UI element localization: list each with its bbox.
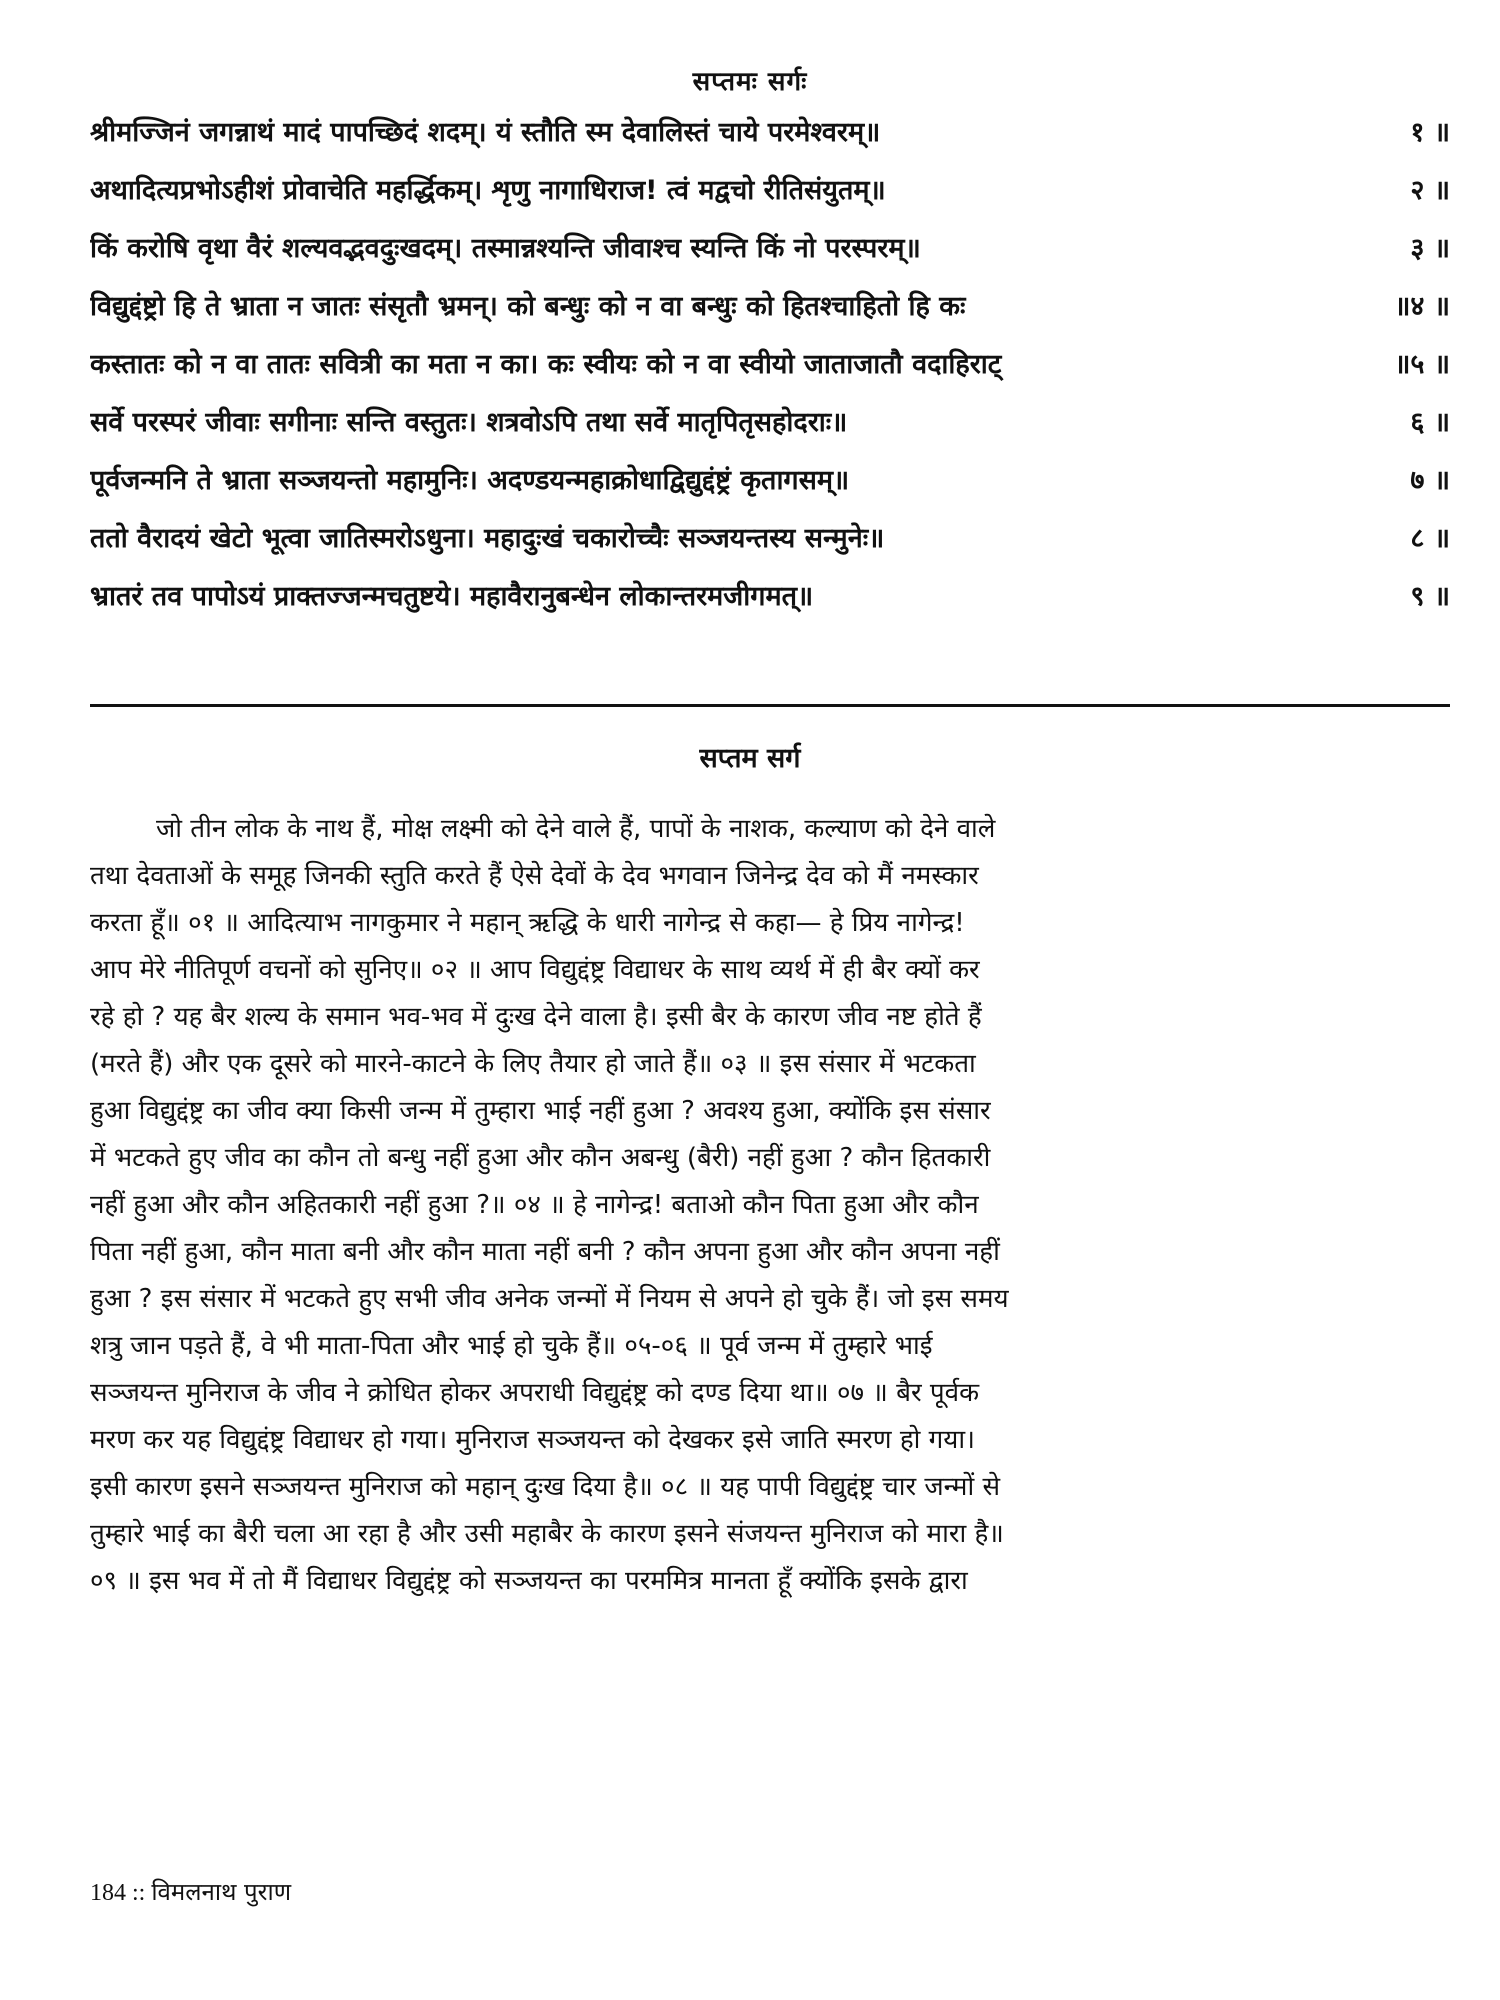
verse-number: ६ ॥ [1410,407,1450,438]
translation-line: हुआ विद्युद्दंष्ट्र का जीव क्या किसी जन्म में तुम्हारा भाई नहीं हुआ ? अवश्य हुआ, क्योंकि इस संसार [90,1096,991,1126]
verse-number: ७ ॥ [1410,465,1450,496]
verse-number: ८ ॥ [1410,523,1450,554]
translation-line: मरण कर यह विद्युद्दंष्ट्र विद्याधर हो गया। मुनिराज सञ्जयन्त को देखकर इसे जाति स्मरण हो गया। [90,1425,975,1455]
translation-line: पिता नहीं हुआ, कौन माता बनी और कौन माता नहीं बनी ? कौन अपना हुआ और कौन अपना नहीं [90,1237,1000,1267]
hindi-chapter-title: सप्तम सर्ग [699,743,801,774]
translation-line: शत्रु जान पड़ते हैं, वे भी माता-पिता और भाई हो चुके हैं॥ ०५-०६ ॥ पूर्व जन्म में तुम्हारे भाई [90,1331,933,1361]
sanskrit-chapter-title: सप्तमः सर्गः [692,67,808,97]
verse-number: ॥५ ॥ [1394,349,1450,380]
verse-line [90,394,1450,452]
verse-text: कस्तातः को न वा तातः सवित्री का मता न का। कः स्वीयः को न वा स्वीयो जाताजातौ वदाहिराट् [90,349,1002,380]
verse-line [90,510,1450,568]
sanskrit-verses [90,104,1450,626]
section-divider [90,704,1450,707]
verse-text: अथादित्यप्रभोऽहीशं प्रोवाचेति महर्द्धिकम्। शृणु नागाधिराज! त्वं मद्वचो रीतिसंयुतम्॥ [90,175,886,206]
verse-text: ततो वैरादयं खेटो भूत्वा जातिस्मरोऽधुना। महादुःखं चकारोच्चैः सञ्जयन्तस्य सन्मुनेः॥ [90,523,885,554]
translation-line: इसी कारण इसने सञ्जयन्त मुनिराज को महान् दुःख दिया है॥ ०८ ॥ यह पापी विद्युद्दंष्ट्र चार जन्मों से [90,1472,1001,1502]
verse-text: सर्वे परस्परं जीवाः सगीनाः सन्ति वस्तुतः। शत्रवोऽपि तथा सर्वे मातृपितृसहोदराः॥ [90,407,848,438]
verse-text: विद्युद्दंष्ट्रो हि ते भ्राता न जातः संसृतौ भ्रमन्। को बन्धुः को न वा बन्धुः को हितश्चाहितो हि कः [90,291,966,322]
verse-number: ॥४ ॥ [1394,291,1450,322]
translation-line: जो तीन लोक के नाथ हैं, मोक्ष लक्ष्मी को देने वाले हैं, पापों के नाशक, कल्याण को देने वाले [156,814,996,844]
book-title: विमलनाथ पुराण [151,1878,292,1906]
translation-line: नहीं हुआ और कौन अहितकारी नहीं हुआ ?॥ ०४ ॥ हे नागेन्द्र! बताओ कौन पिता हुआ और कौन [90,1190,979,1220]
translation-line: हुआ ? इस संसार में भटकते हुए सभी जीव अनेक जन्मों में नियम से अपने हो चुके हैं। जो इस समय [90,1284,1009,1314]
verse-line [90,220,1450,278]
verse-text: श्रीमज्जिनं जगन्नाथं मादं पापच्छिदं शदम्। यं स्तौति स्म देवालिस्तं चाये परमेश्वरम्॥ [90,117,881,148]
verse-line [90,278,1450,336]
translation-line: तथा देवताओं के समूह जिनकी स्तुति करते हैं ऐसे देवों के देव भगवान जिनेन्द्र देव को मैं नमस्कार [90,861,979,891]
translation-line: आप मेरे नीतिपूर्ण वचनों को सुनिए॥ ०२ ॥ आप विद्युद्दंष्ट्र विद्याधर के साथ व्यर्थ में ही बैर क्यों कर [90,955,980,985]
page-number: 184 :: [90,1880,146,1906]
translation-line: रहे हो ? यह बैर शल्य के समान भव-भव में दुःख देने वाला है। इसी बैर के कारण जीव नष्ट होते हैं [90,1002,982,1032]
translation-line: ०९ ॥ इस भव में तो मैं विद्याधर विद्युद्दंष्ट्र को सञ्जयन्त का परममित्र मानता हूँ क्योंकि इसके द्वारा [90,1566,968,1596]
translation-line: (मरते हैं) और एक दूसरे को मारने-काटने के लिए तैयार हो जाते हैं॥ ०३ ॥ इस संसार में भटकता [90,1049,976,1079]
translation-line: तुम्हारे भाई का बैरी चला आ रहा है और उसी महाबैर के कारण इसने संजयन्त मुनिराज को मारा है॥ [90,1519,1004,1549]
hindi-translation [90,806,1450,1605]
verse-text: पूर्वजन्मनि ते भ्राता सञ्जयन्तो महामुनिः। अदण्डयन्महाक्रोधाद्विद्युद्दंष्ट्रं कृतागसम्॥ [90,465,850,496]
verse-number: २ ॥ [1410,175,1450,206]
translation-line: करता हूँ॥ ०१ ॥ आदित्याभ नागकुमार ने महान् ऋद्धि के धारी नागेन्द्र से कहा— हे प्रिय नागेन्द्र! [90,908,965,938]
translation-line: में भटकते हुए जीव का कौन तो बन्धु नहीं हुआ और कौन अबन्धु (बैरी) नहीं हुआ ? कौन हितकारी [90,1143,991,1173]
verse-line [90,104,1450,162]
verse-number: ३ ॥ [1410,233,1450,264]
verse-line [90,336,1450,394]
verse-text: भ्रातरं तव पापोऽयं प्राक्तज्जन्मचतुष्टये। महावैरानुबन्धेन लोकान्तरमजीगमत्॥ [90,581,814,612]
verse-line [90,452,1450,510]
verse-number: १ ॥ [1410,117,1450,148]
verse-line [90,568,1450,626]
verse-number: ९ ॥ [1410,581,1450,612]
verse-line [90,162,1450,220]
page-footer [90,1875,291,1908]
translation-line: सञ्जयन्त मुनिराज के जीव ने क्रोधित होकर अपराधी विद्युद्दंष्ट्र को दण्ड दिया था॥ ०७ ॥ बैर पूर्वक [90,1378,980,1408]
verse-text: किं करोषि वृथा वैरं शल्यवद्भवदुःखदम्। तस्मान्नश्यन्ति जीवाश्च स्यन्ति किं नो परस्परम्॥ [90,233,921,264]
